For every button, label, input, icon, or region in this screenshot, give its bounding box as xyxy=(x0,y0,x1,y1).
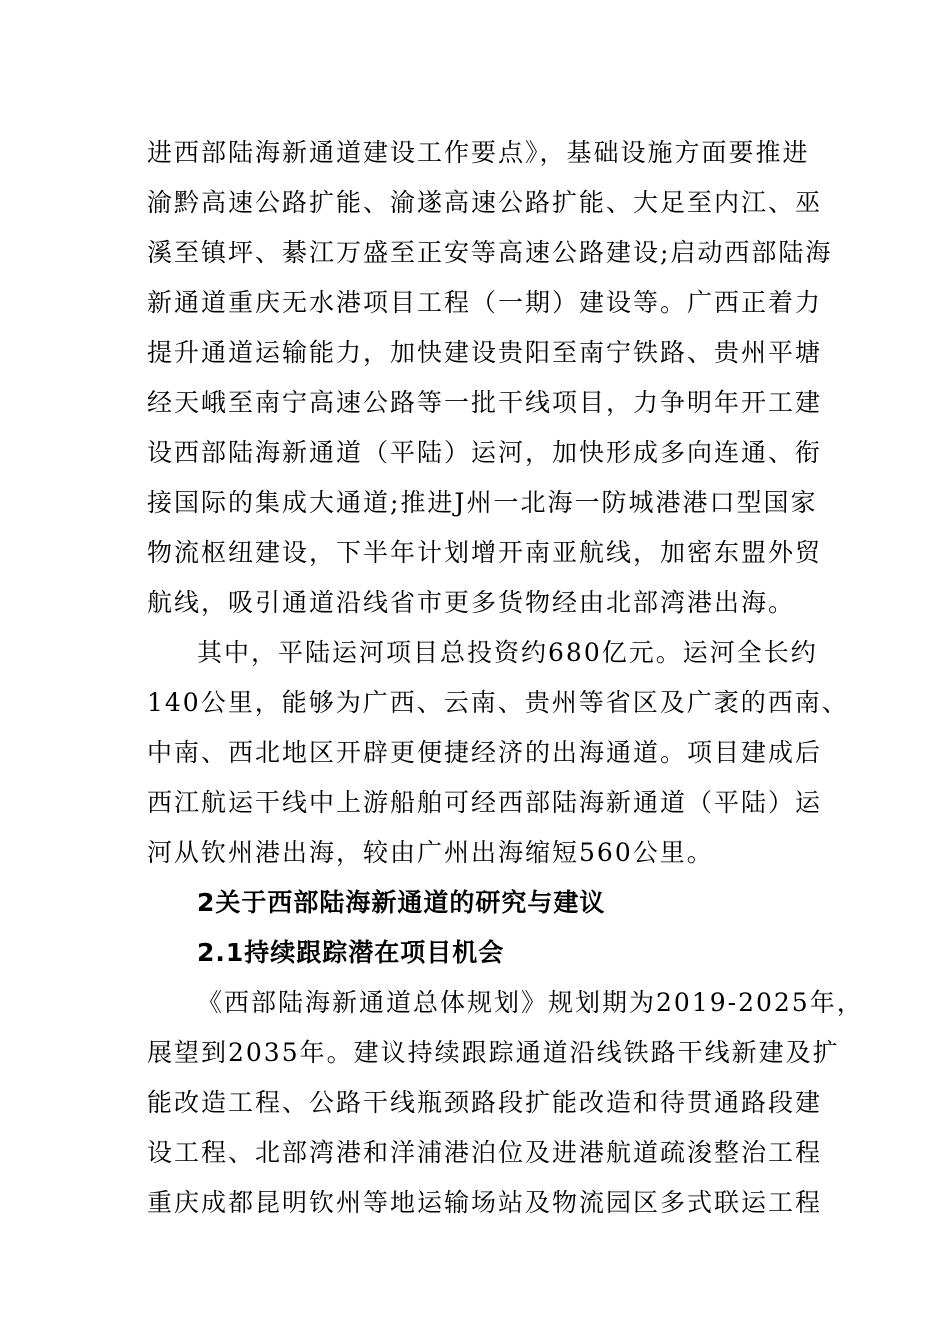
section-heading: 2关于西部陆海新通道的研究与建议 xyxy=(197,888,606,917)
paragraph-line: 设西部陆海新通道（平陆）运河，加快形成多向连通、衔 xyxy=(147,438,823,467)
paragraph-line: 设工程、北部湾港和洋浦港泊位及进港航道疏浚整治工程 xyxy=(147,1138,823,1167)
paragraph-line: 接国际的集成大通道;推进J州一北海一防城港港口型国家 xyxy=(147,488,818,517)
paragraph-line: 中南、西北地区开辟更便捷经济的出海通道。项目建成后 xyxy=(147,738,823,767)
paragraph-line: 提升通道运输能力，加快建设贵阳至南宁铁路、贵州平塘 xyxy=(147,338,823,367)
paragraph-line: 《西部陆海新通道总体规划》规划期为2019-2025年， xyxy=(197,988,864,1017)
paragraph-line: 展望到2035年。建议持续跟踪通道沿线铁路干线新建及扩 xyxy=(147,1038,840,1067)
subsection-heading: 2.1持续跟踪潜在项目机会 xyxy=(197,938,505,967)
paragraph-line: 航线，吸引通道沿线省市更多货物经由北部湾港出海。 xyxy=(147,588,796,617)
paragraph-line: 经天峨至南宁高速公路等一批干线项目，力争明年开工建 xyxy=(147,388,823,417)
paragraph-line: 能改造工程、公路干线瓶颈路段扩能改造和待贯通路段建 xyxy=(147,1088,823,1117)
paragraph-line: 新通道重庆无水港项目工程（一期）建设等。广西正着力 xyxy=(147,288,823,317)
paragraph-line: 物流枢纽建设，下半年计划增开南亚航线，加密东盟外贸 xyxy=(147,538,823,567)
paragraph-line: 重庆成都昆明钦州等地运输场站及物流园区多式联运工程 xyxy=(147,1188,823,1217)
paragraph-line: 进西部陆海新通道建设工作要点》，基础设施方面要推进 xyxy=(147,138,810,167)
paragraph-line: 河从钦州港出海，较由广州出海缩短560公里。 xyxy=(147,838,714,867)
paragraph-line: 其中，平陆运河项目总投资约680亿元。运河全长约 xyxy=(197,638,818,667)
paragraph-line: 140公里，能够为广西、云南、贵州等省区及广袤的西南、 xyxy=(147,688,849,717)
paragraph-line: 西江航运干线中上游船舶可经西部陆海新通道（平陆）运 xyxy=(147,788,823,817)
paragraph-line: 溪至镇坪、綦江万盛至正安等高速公路建设;启动西部陆海 xyxy=(147,238,833,267)
paragraph-line: 渝黔高速公路扩能、渝遂高速公路扩能、大足至内江、巫 xyxy=(147,188,823,217)
